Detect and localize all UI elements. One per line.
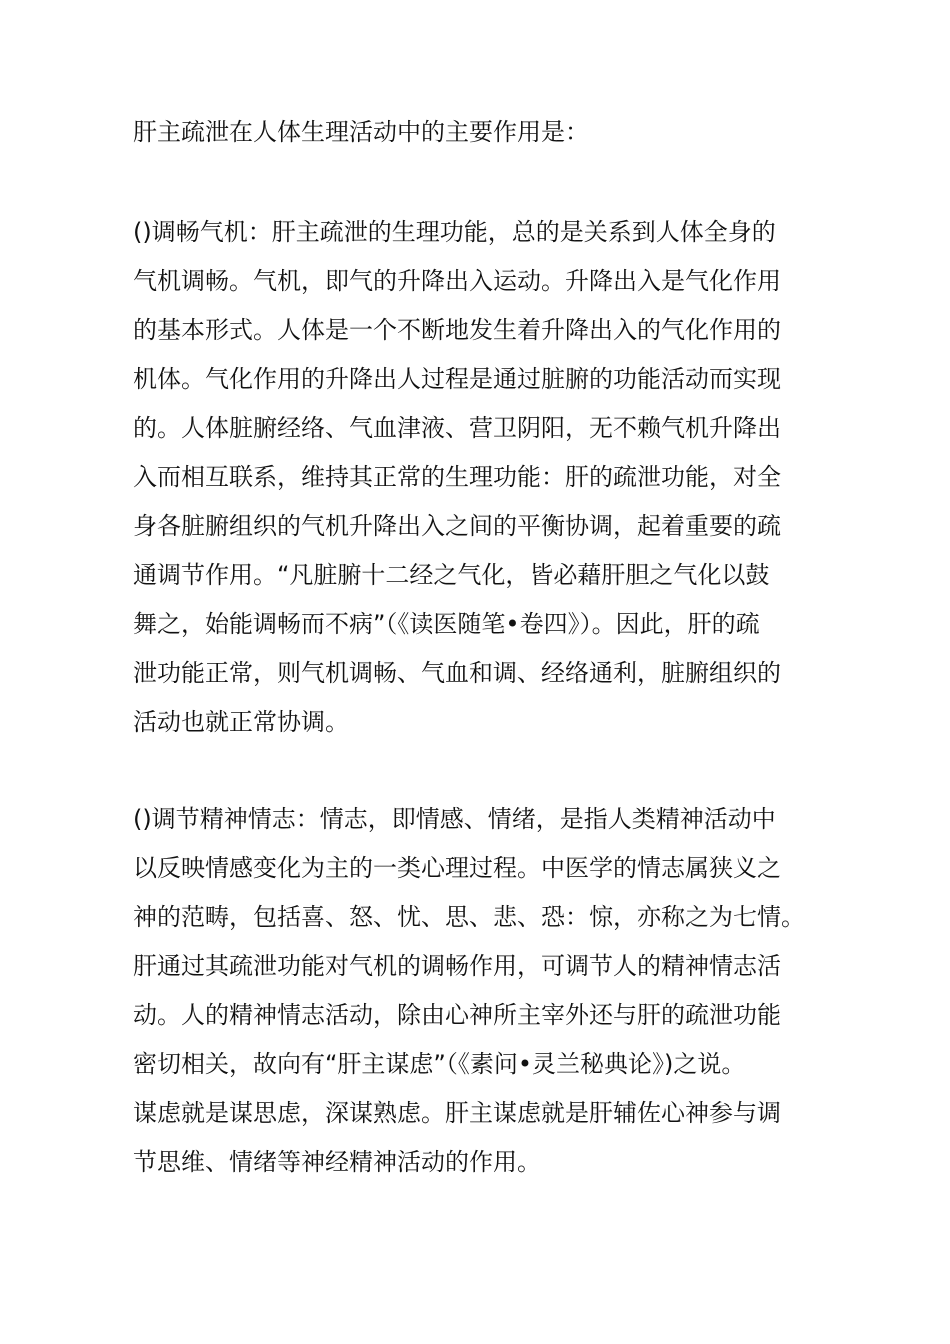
paragraph-line: 气机调畅。气机，即气的升降出入运动。升降出入是气化作用: [133, 267, 781, 295]
paragraph-line: ()调节精神情志：情志，即情感、情绪，是指人类精神活动中: [133, 805, 776, 833]
paragraph-line: 肝通过其疏泄功能对气机的调畅作用，可调节人的精神情志活: [133, 952, 781, 980]
paragraph-line: 谋虑就是谋思虑，深谋熟虑。肝主谋虑就是肝辅佐心神参与调: [133, 1099, 781, 1127]
paragraph-line: 身各脏腑组织的气机升降出入之间的平衡协调，起着重要的疏: [133, 512, 781, 540]
paragraph-line: 的。人体脏腑经络、气血津液、营卫阴阳，无不赖气机升降出: [133, 414, 781, 442]
paragraph-line: 机体。气化作用的升降出人过程是通过脏腑的功能活动而实现: [133, 365, 781, 393]
paragraph-line: 入而相互联系，维持其正常的生理功能：肝的疏泄功能，对全: [133, 463, 781, 491]
paragraph-regulate-qi: [133, 208, 833, 747]
paragraph-line: 舞之，始能调畅而不病”（《读医随笔•卷四》）。因此，肝的疏: [133, 610, 760, 638]
heading-text: 肝主疏泄在人体生理活动中的主要作用是：: [133, 118, 589, 146]
paragraph-line: 通调节作用。“凡脏腑十二经之气化，皆必藉肝胆之气化以鼓: [133, 561, 770, 589]
paragraph-line: 泄功能正常，则气机调畅、气血和调、经络通利，脏腑组织的: [133, 659, 781, 687]
paragraph-regulate-emotions: [133, 795, 833, 1187]
paragraph-line: 以反映情感变化为主的一类心理过程。中医学的情志属狭义之: [133, 854, 781, 882]
paragraph-line: 神的范畴，包括喜、怒、忧、思、悲、恐：惊，亦称之为七情。: [133, 903, 805, 931]
paragraph-line: ()调畅气机：肝主疏泄的生理功能，总的是关系到人体全身的: [133, 218, 776, 246]
paragraph-line: 的基本形式。人体是一个不断地发生着升降出入的气化作用的: [133, 316, 781, 344]
paragraph-line: 活动也就正常协调。: [133, 708, 349, 736]
paragraph-line: 节思维、情绪等神经精神活动的作用。: [133, 1148, 541, 1176]
paragraph-line: 密切相关，故向有“肝主谋虑”（《素问•灵兰秘典论》)之说。: [133, 1050, 746, 1078]
document-heading: [133, 108, 833, 157]
paragraph-line: 动。人的精神情志活动，除由心神所主宰外还与肝的疏泄功能: [133, 1001, 781, 1029]
